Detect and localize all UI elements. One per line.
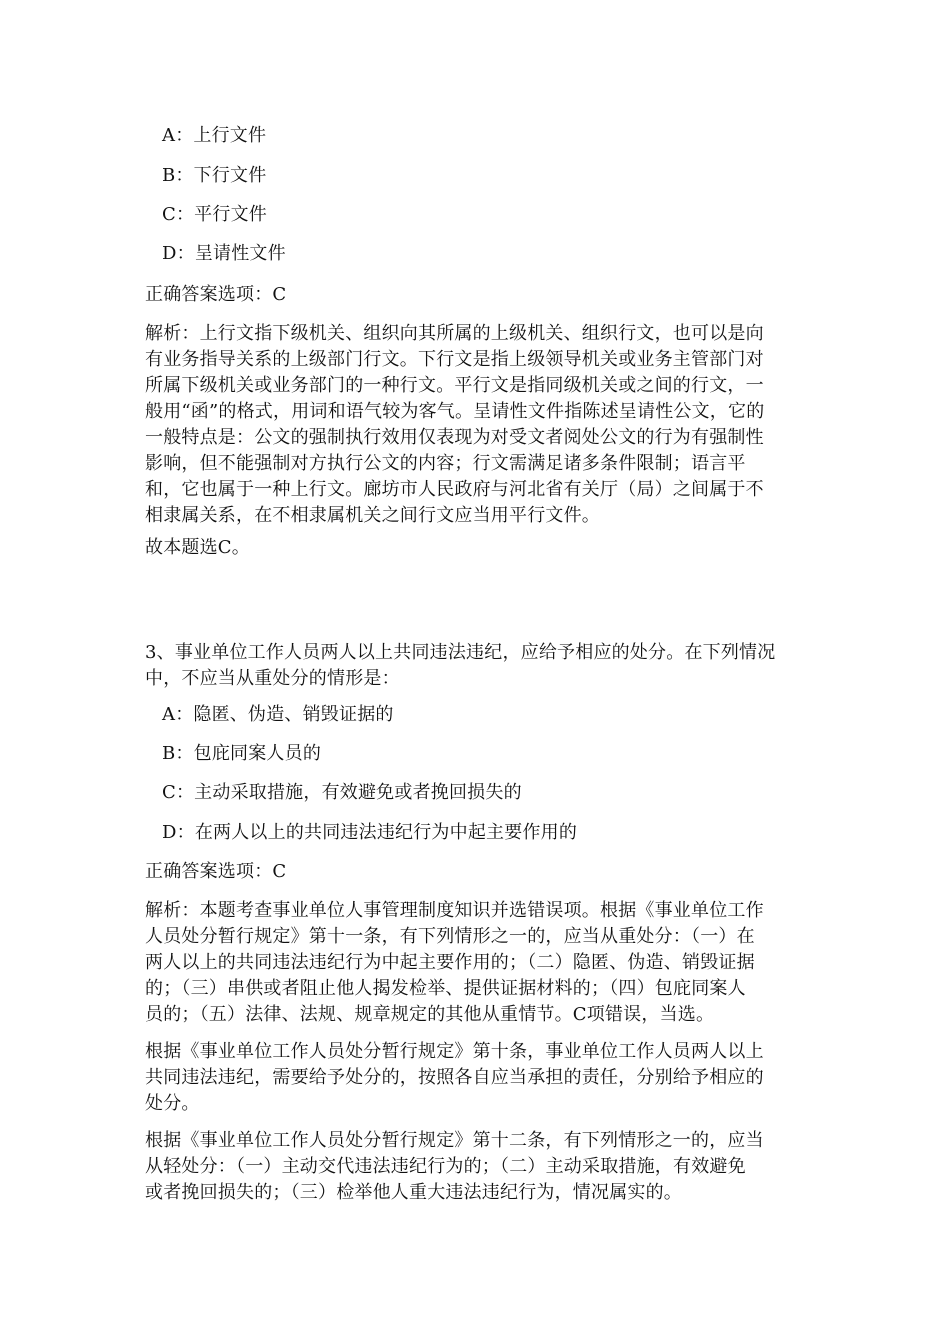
analysis-line: 一般特点是：公文的强制执行效用仅表现为对受文者阅处公文的行为有强制性: [145, 427, 764, 448]
option-d: D：呈请性文件: [162, 243, 286, 264]
analysis-line: 根据《事业单位工作人员处分暂行规定》第十二条，有下列情形之一的，应当: [145, 1130, 764, 1151]
analysis-line: 有业务指导关系的上级部门行文。下行文是指上级领导机关或业务主管部门对: [145, 349, 764, 370]
analysis-line: 的；（三）串供或者阻止他人揭发检举、提供证据材料的；（四）包庇同案人: [145, 978, 746, 999]
option-c: C：主动采取措施，有效避免或者挽回损失的: [162, 782, 522, 803]
analysis-line: 所属下级机关或业务部门的一种行文。平行文是指同级机关或之间的行文，一: [145, 375, 764, 396]
question-stem: 3、事业单位工作人员两人以上共同违法违纪，应给予相应的处分。在下列情况: [145, 642, 776, 663]
analysis-line: 共同违法违纪，需要给予处分的，按照各自应当承担的责任，分别给予相应的: [145, 1067, 764, 1088]
analysis-line: 或者挽回损失的；（三）检举他人重大违法违纪行为，情况属实的。: [145, 1182, 682, 1203]
option-b: B：下行文件: [162, 165, 267, 186]
answer-line: 正确答案选项：C: [145, 284, 287, 305]
analysis-line: 相隶属关系，在不相隶属机关之间行文应当用平行文件。: [145, 505, 600, 526]
analysis-line: 影响，但不能强制对方执行公文的内容；行文需满足诸多条件限制；语言平: [145, 453, 746, 474]
question-stem: 中，不应当从重处分的情形是：: [145, 668, 400, 689]
analysis-line: 员的；（五）法律、法规、规章规定的其他从重情节。C项错误，当选。: [145, 1004, 715, 1025]
analysis-line: 解析：上行文指下级机关、组织向其所属的上级机关、组织行文，也可以是向: [145, 323, 764, 344]
analysis-line: 两人以上的共同违法违纪行为中起主要作用的；（二）隐匿、伪造、销毁证据: [145, 952, 755, 973]
option-d: D：在两人以上的共同违法违纪行为中起主要作用的: [162, 822, 578, 843]
analysis-line: 般用“函”的格式，用词和语气较为客气。呈请性文件指陈述呈请性公文，它的: [145, 401, 765, 422]
analysis-line: 解析：本题考查事业单位人事管理制度知识并选错误项。根据《事业单位工作: [145, 900, 764, 921]
option-a: A：上行文件: [162, 125, 267, 146]
option-c: C：平行文件: [162, 204, 267, 225]
analysis-line: 处分。: [145, 1093, 200, 1114]
analysis-line: 人员处分暂行规定》第十一条，有下列情形之一的，应当从重处分：（一）在: [145, 926, 755, 947]
analysis-line: 根据《事业单位工作人员处分暂行规定》第十条，事业单位工作人员两人以上: [145, 1041, 764, 1062]
option-a: A：隐匿、伪造、销毁证据的: [162, 704, 394, 725]
conclusion-line: 故本题选C。: [145, 537, 250, 558]
option-b: B：包庇同案人员的: [162, 743, 322, 764]
analysis-line: 从轻处分：（一）主动交代违法违纪行为的；（二）主动采取措施，有效避免: [145, 1156, 746, 1177]
analysis-line: 和，它也属于一种上行文。廊坊市人民政府与河北省有关厅（局）之间属于不: [145, 479, 764, 500]
answer-line: 正确答案选项：C: [145, 861, 287, 882]
